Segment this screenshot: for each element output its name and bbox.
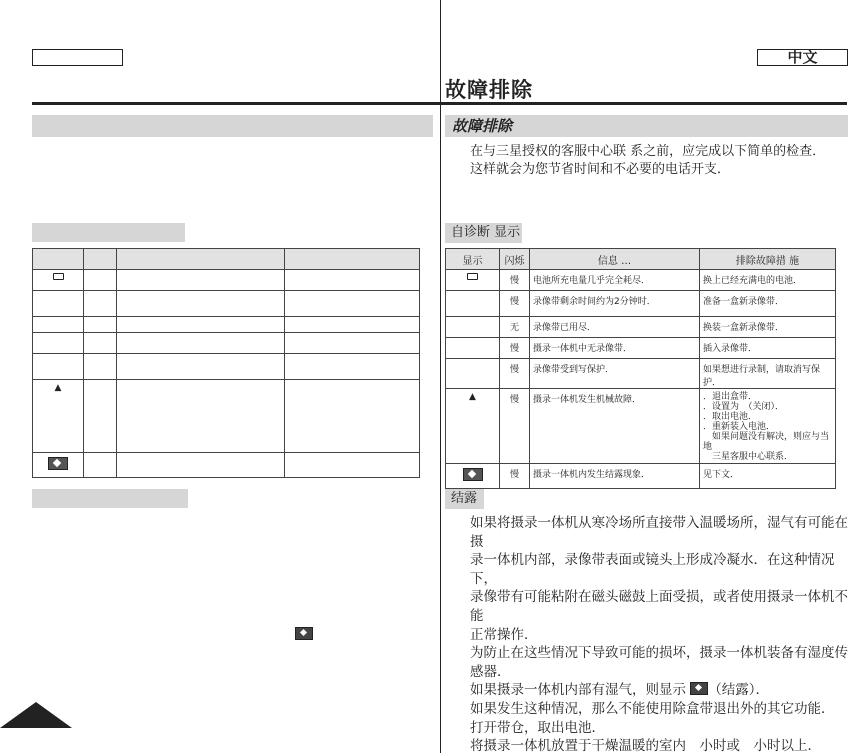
dew-line-part: 如果摄录一体机内部有湿气，则显示 (470, 682, 686, 699)
table-row (446, 464, 836, 489)
blink-cell: 慢 (500, 359, 530, 389)
dew-line: 如果将摄录一体机从寒冷场所直接带入温暖场所，湿气有可能在摄 (470, 515, 848, 550)
language-box-left (32, 49, 123, 66)
message-cell: 摄录一体机中无录像带． (530, 338, 700, 359)
message-cell: 摄录一体机发生机械故障． (530, 389, 700, 464)
action-cell: 见下文． (700, 464, 836, 489)
intro-line: 在与三星授权的客服中心联 系之前，应完成以下简单的检查． (470, 144, 826, 159)
left-section-bar (32, 115, 433, 137)
action-cell (700, 389, 836, 464)
dew-line: 录一体机内部，录像带表面或镜头上形成冷凝水．在这种情况下， (470, 552, 835, 587)
table-row (446, 317, 836, 338)
table-row (446, 270, 836, 291)
blink-cell: 慢 (500, 270, 530, 291)
table-row (446, 389, 836, 464)
eject-icon: ▲ (469, 392, 476, 402)
action-line: 如果问题没有解决，则应与当地 (703, 432, 830, 452)
col-header: 排除故障措 施 (700, 249, 836, 270)
action-cell: 插入录像带． (700, 338, 836, 359)
action-line: ．设置为 （关闭）． (703, 402, 785, 412)
blink-cell: 慢 (500, 464, 530, 489)
eject-icon: ▲ (54, 383, 62, 393)
col-header: 信息 … (530, 249, 700, 270)
table-row (446, 359, 836, 389)
action-line: 三星客服中心联系． (703, 452, 794, 462)
message-cell: 录像带已用尽． (530, 317, 700, 338)
action-cell: 准备一盒新录像带． (700, 291, 836, 317)
col-header: 显示 (446, 249, 500, 270)
dew-icon (295, 627, 313, 640)
dew-line: 如果发生这种情况，那么不能使用除盒带退出外的其它功能． (470, 700, 835, 717)
action-line: ．退出盒带． (703, 392, 758, 402)
message-cell: 录像带受到写保护． (530, 359, 700, 389)
battery-icon (467, 273, 478, 280)
section-title: 故障排除 (445, 115, 848, 137)
dew-line: 为防止在这些情况下导致可能的损坏，摄录一体机装备有湿度传感器． (470, 645, 848, 680)
dew-icon (690, 682, 708, 695)
blink-cell: 慢 (500, 389, 530, 464)
dew-text (470, 514, 855, 756)
table-row (446, 291, 836, 317)
battery-icon (53, 273, 64, 280)
message-cell: 电池所充电量几乎完全耗尽． (530, 270, 700, 291)
dew-line (470, 681, 855, 700)
blink-cell: 无 (500, 317, 530, 338)
page-corner-triangle-icon (0, 702, 72, 728)
dew-icon (463, 468, 483, 481)
blink-cell: 慢 (500, 291, 530, 317)
dew-line: 正常操作． (470, 626, 538, 643)
left-diagnostic-table (32, 248, 420, 478)
action-cell: 如果想进行录制，请取消写保护． (700, 359, 836, 389)
action-line: ．取出电池． (703, 412, 758, 422)
dew-line: 录像带有可能粘附在磁头磁鼓上面受损，或者使用摄录一体机不能 (470, 589, 848, 624)
action-line: ．重新装入电池． (703, 422, 776, 432)
left-dew-bar (32, 489, 188, 508)
message-cell: 录像带剩余时间约为2分钟时． (530, 291, 700, 317)
dew-line: 打开带仓，取出电池． (470, 719, 605, 736)
page-divider (440, 0, 441, 753)
page-title: 故障排除 (445, 78, 533, 102)
dew-icon (48, 457, 68, 470)
header-rule (32, 102, 847, 105)
self-diag-title: 自诊断 显示 (445, 223, 522, 243)
dew-line-part: （结露）． (708, 682, 770, 699)
message-cell: 摄录一体机内发生结露现象． (530, 464, 700, 489)
table-row (446, 338, 836, 359)
intro-line: 这样就会为您节省时间和不必要的电话开支． (470, 162, 731, 177)
blink-cell: 慢 (500, 338, 530, 359)
action-cell: 换装一盒新录像带． (700, 317, 836, 338)
language-label: 中文 (757, 49, 848, 66)
col-header: 闪烁 (500, 249, 530, 270)
dew-title: 结露 (445, 489, 484, 509)
left-subsection-bar (32, 223, 185, 242)
dew-line: 将摄录一体机放置于干燥温暖的室内 小时或 小时以上． (470, 738, 821, 755)
self-diag-table (445, 248, 836, 489)
action-cell: 换上已经充满电的电池． (700, 270, 836, 291)
intro-text (470, 143, 825, 179)
